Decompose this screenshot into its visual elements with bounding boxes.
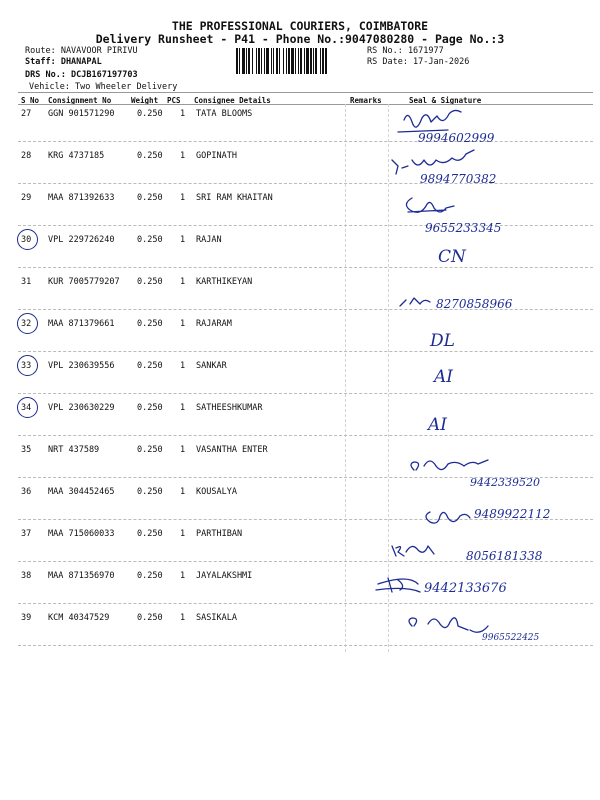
weight: 0.250 xyxy=(137,613,163,623)
weight: 0.250 xyxy=(137,319,163,329)
hand-drawn-circle xyxy=(17,313,38,334)
row-divider xyxy=(18,435,593,436)
barcode-bar xyxy=(256,48,257,74)
row-divider xyxy=(18,519,593,520)
barcode-bar xyxy=(258,48,260,74)
barcode-bar xyxy=(310,48,312,74)
barcode-bar xyxy=(322,48,324,74)
col-header-remarks: Remarks xyxy=(350,96,382,105)
barcode-bar xyxy=(266,48,269,74)
barcode-bar xyxy=(320,48,321,74)
document-subtitle: Delivery Runsheet - P41 - Phone No.:9047080280 - Page No.:3 xyxy=(95,32,505,46)
consignee-name: SATHEESHKUMAR xyxy=(196,403,263,413)
handwritten-phone-28: 9894770382 xyxy=(420,172,497,186)
barcode-bar xyxy=(246,48,247,74)
pieces: 1 xyxy=(180,403,186,413)
row-divider xyxy=(18,225,593,226)
serial-number: 30 xyxy=(21,235,32,245)
row-divider xyxy=(18,141,593,142)
hand-drawn-circle xyxy=(17,397,38,418)
handwritten-phone-29: 9655233345 xyxy=(425,221,502,235)
weight: 0.250 xyxy=(137,277,163,287)
barcode-bar xyxy=(279,48,280,74)
barcode-bar xyxy=(273,48,274,74)
consignee-name: KOUSALYA xyxy=(196,487,237,497)
consignee-name: SASIKALA xyxy=(196,613,237,623)
document-title: THE PROFESSIONAL COURIERS, COIMBATORE xyxy=(171,19,429,33)
barcode-bar xyxy=(291,48,294,74)
consignment-number: MAA 871392633 xyxy=(48,193,115,203)
barcode xyxy=(236,48,363,74)
pieces: 1 xyxy=(180,151,186,161)
barcode-bar xyxy=(239,48,240,74)
weight: 0.250 xyxy=(137,109,163,119)
barcode-bar xyxy=(271,48,272,74)
barcode-bar xyxy=(300,48,302,74)
serial-number: 27 xyxy=(21,109,32,119)
header-top-rule xyxy=(18,92,593,93)
consignee-name: RAJARAM xyxy=(196,319,232,329)
consignee-name: PARTHIBAN xyxy=(196,529,243,539)
row-divider xyxy=(18,183,593,184)
pieces: 1 xyxy=(180,277,186,287)
handwritten-phone-38: 9442133676 xyxy=(424,581,507,596)
serial-number: 32 xyxy=(21,319,32,329)
serial-number: 37 xyxy=(21,529,32,539)
pieces: 1 xyxy=(180,109,186,119)
pieces: 1 xyxy=(180,235,186,245)
weight: 0.250 xyxy=(137,193,163,203)
row-divider xyxy=(18,351,593,352)
barcode-bar xyxy=(304,48,305,74)
row-divider xyxy=(18,477,593,478)
barcode-bar xyxy=(236,48,238,74)
vehicle-label: Vehicle: Two Wheeler Delivery xyxy=(29,82,178,92)
barcode-bar xyxy=(286,48,287,74)
row-divider xyxy=(18,393,593,394)
barcode-bar xyxy=(298,48,299,74)
serial-number: 36 xyxy=(21,487,32,497)
weight: 0.250 xyxy=(137,487,163,497)
route-label: Route: NAVAVOOR PIRIVU xyxy=(25,46,138,56)
row-divider xyxy=(18,603,593,604)
table-row xyxy=(0,277,600,319)
col-header-weight: Weight xyxy=(131,96,159,105)
consignment-number: MAA 871356970 xyxy=(48,571,115,581)
barcode-bar xyxy=(264,48,265,74)
weight: 0.250 xyxy=(137,571,163,581)
barcode-bar xyxy=(252,48,253,74)
table-row xyxy=(0,487,600,529)
weight: 0.250 xyxy=(137,529,163,539)
handwritten-phone-35: 9442339520 xyxy=(470,476,540,489)
table-row xyxy=(0,529,600,571)
rs-number: RS No.: 1671977 xyxy=(367,46,444,56)
pieces: 1 xyxy=(180,613,186,623)
rs-date: RS Date: 17-Jan-2026 xyxy=(367,57,470,67)
pieces: 1 xyxy=(180,571,186,581)
handwritten-phone-39: 9965522425 xyxy=(482,633,540,643)
pieces: 1 xyxy=(180,361,186,371)
barcode-bar xyxy=(288,48,290,74)
barcode-bar xyxy=(283,48,284,74)
consignment-number: MAA 304452465 xyxy=(48,487,115,497)
row-divider xyxy=(18,645,593,646)
handwritten-code-32: DL xyxy=(430,331,455,351)
pieces: 1 xyxy=(180,445,186,455)
handwritten-phone-27: 9994602999 xyxy=(418,131,495,145)
barcode-bar xyxy=(306,48,309,74)
serial-number: 31 xyxy=(21,277,32,287)
consignment-number: GGN 901571290 xyxy=(48,109,115,119)
staff-label: Staff: DHANAPAL xyxy=(25,57,102,67)
table-row xyxy=(0,109,600,151)
consignee-name: VASANTHA ENTER xyxy=(196,445,268,455)
barcode-bar xyxy=(295,48,296,74)
col-header-pcs: PCS xyxy=(167,96,181,105)
consignment-number: NRT 437589 xyxy=(48,445,100,455)
weight: 0.250 xyxy=(137,151,163,161)
weight: 0.250 xyxy=(137,361,163,371)
barcode-bar xyxy=(276,48,278,74)
serial-number: 39 xyxy=(21,613,32,623)
consignment-number: KRG 4737185 xyxy=(48,151,105,161)
barcode-bar xyxy=(242,48,245,74)
pieces: 1 xyxy=(180,193,186,203)
consignee-name: RAJAN xyxy=(196,235,222,245)
row-divider xyxy=(18,561,593,562)
barcode-bar xyxy=(248,48,250,74)
consignment-number: VPL 230639556 xyxy=(48,361,115,371)
pieces: 1 xyxy=(180,319,186,329)
serial-number: 28 xyxy=(21,151,32,161)
row-divider xyxy=(18,309,593,310)
handwritten-code-30: CN xyxy=(438,247,466,267)
serial-number: 38 xyxy=(21,571,32,581)
barcode-bar xyxy=(313,48,314,74)
consignee-name: SRI RAM KHAITAN xyxy=(196,193,273,203)
col-header-sno: S No xyxy=(21,96,40,105)
hand-drawn-circle xyxy=(17,355,38,376)
table-row xyxy=(0,613,600,655)
table-row xyxy=(0,319,600,361)
barcode-bar xyxy=(325,48,327,74)
col-header-signature: Seal & Signature xyxy=(409,96,482,105)
consignee-name: SANKAR xyxy=(196,361,227,371)
consignee-name: KARTHIKEYAN xyxy=(196,277,253,287)
consignment-number: KCM 40347529 xyxy=(48,613,110,623)
consignment-number: MAA 871379661 xyxy=(48,319,115,329)
consignment-number: KUR 7005779207 xyxy=(48,277,120,287)
barcode-bar xyxy=(315,48,317,74)
consignment-number: VPL 229726240 xyxy=(48,235,115,245)
pieces: 1 xyxy=(180,487,186,497)
serial-number: 34 xyxy=(21,403,32,413)
consignment-number: MAA 715060033 xyxy=(48,529,115,539)
table-row xyxy=(0,571,600,613)
table-row xyxy=(0,193,600,235)
table-row xyxy=(0,151,600,193)
consignee-name: TATA BLOOMS xyxy=(196,109,253,119)
header-bottom-rule xyxy=(18,104,593,105)
handwritten-code-34: AI xyxy=(428,415,447,435)
pieces: 1 xyxy=(180,529,186,539)
weight: 0.250 xyxy=(137,235,163,245)
consignee-name: GOPINATH xyxy=(196,151,237,161)
col-header-consignee: Consignee Details xyxy=(194,96,271,105)
handwritten-code-33: AI xyxy=(434,367,453,387)
barcode-bar xyxy=(261,48,262,74)
weight: 0.250 xyxy=(137,445,163,455)
handwritten-phone-36: 9489922112 xyxy=(474,507,551,521)
table-row xyxy=(0,361,600,403)
serial-number: 29 xyxy=(21,193,32,203)
handwritten-phone-37: 8056181338 xyxy=(466,549,543,563)
weight: 0.250 xyxy=(137,403,163,413)
serial-number: 33 xyxy=(21,361,32,371)
table-row xyxy=(0,445,600,487)
table-row xyxy=(0,235,600,277)
serial-number: 35 xyxy=(21,445,32,455)
col-header-consignment: Consignment No xyxy=(48,96,112,105)
hand-drawn-circle xyxy=(17,229,38,250)
row-divider xyxy=(18,267,593,268)
table-row xyxy=(0,403,600,445)
consignee-name: JAYALAKSHMI xyxy=(196,571,253,581)
consignment-number: VPL 230630229 xyxy=(48,403,115,413)
handwritten-phone-31: 8270858966 xyxy=(436,297,513,311)
drs-number: DRS No.: DCJB167197703 xyxy=(25,70,138,80)
